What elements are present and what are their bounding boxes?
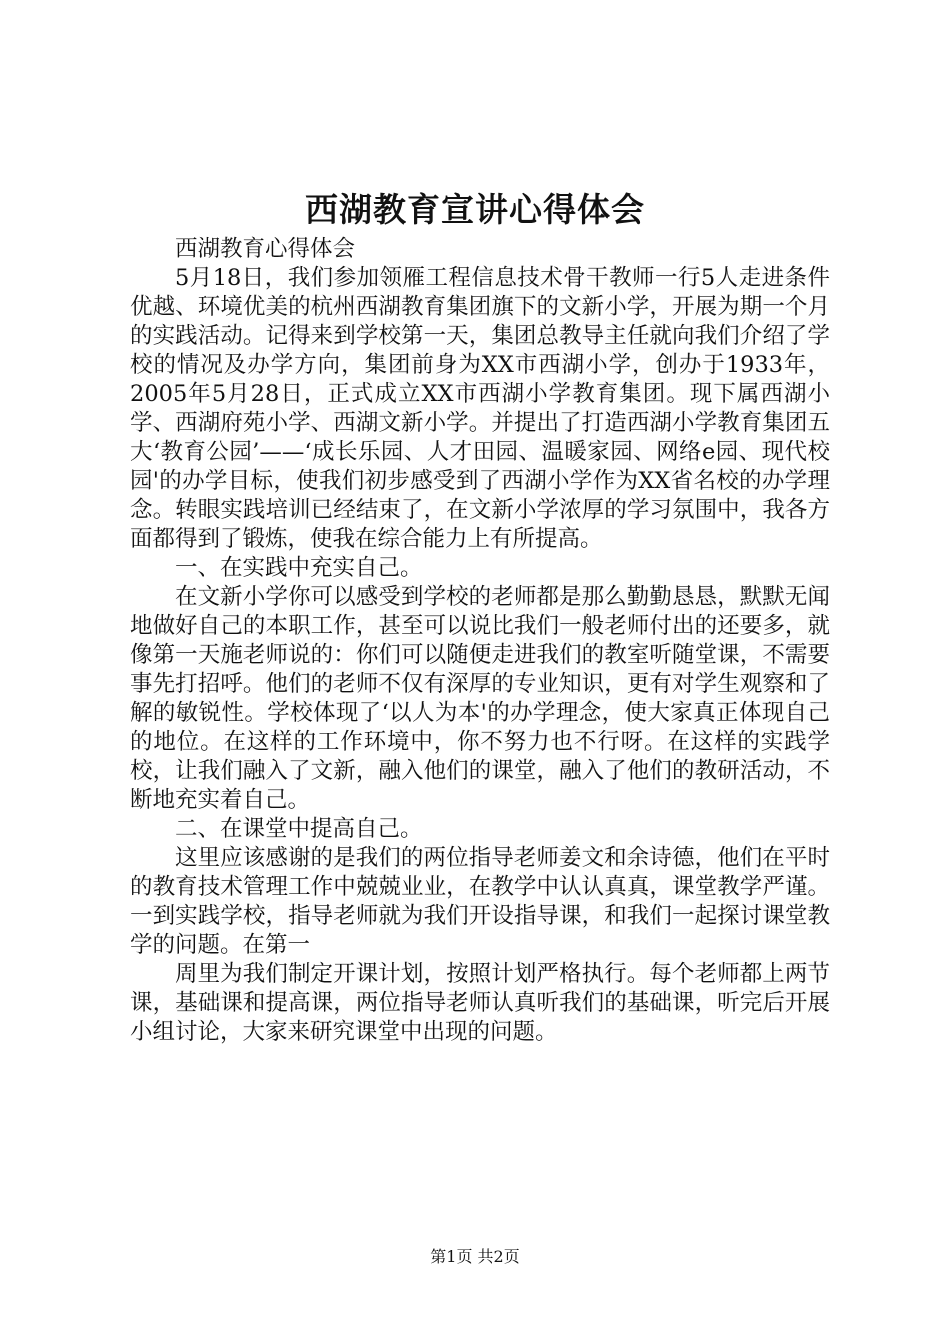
paragraph-section-2a: 这里应该感谢的是我们的两位指导老师姜文和余诗德，他们在平时的教育技术管理工作中兢兢业业，在教学中认认真真，课堂教学严谨。一到实践学校，指导老师就为我们开设指导课，和我们一起探讨课堂教学的问题。在第一 <box>130 845 830 958</box>
section-heading-1: 一、在实践中充实自己。 <box>175 555 423 581</box>
document-title: 西湖教育宣讲心得体会 <box>305 190 645 229</box>
paragraph-section-2b: 周里为我们制定开课计划，按照计划严格执行。每个老师都上两节课，基础课和提高课，两位指导老师认真听我们的基础课，听完后开展小组讨论，大家来研究课堂中出现的问题。 <box>130 961 830 1045</box>
paragraph-subtitle: 西湖教育心得体会 <box>175 236 356 262</box>
paragraph-section-1: 在文新小学你可以感受到学校的老师都是那么勤勤恳恳，默默无闻地做好自己的本职工作，甚至可以说比我们一般老师付出的还要多，就像第一天施老师说的：你们可以随便走进我们的教室听随堂课，不需要事先打招呼。他们的老师不仅有深厚的专业知识，更有对学生观察和了解的敏锐性。学校体现了‘以人为本'的办学理念，使大家真正体现自己的地位。在这样的工作环境中，你不努力也不行呀。在这样的实践学校，让我们融入了文新，融入他们的课堂，融入了他们的教研活动，不断地充实着自己。 <box>130 584 830 813</box>
page-footer: 第1页 共2页 <box>430 1247 520 1266</box>
document-body <box>130 235 830 1047</box>
paragraph-intro: 5月18日，我们参加领雁工程信息技术骨干教师一行5人走进条件优越、环境优美的杭州西湖教育集团旗下的文新小学，开展为期一个月的实践活动。记得来到学校第一天，集团总教导主任就向我们介绍了学校的情况及办学方向，集团前身为XX市西湖小学，创办于1933年，2005年5月28日，正式成立XX市西湖小学教育集团。现下属西湖小学、西湖府苑小学、西湖文新小学。并提出了打造西湖小学教育集团五大‘教育公园’——‘成长乐园、人才田园、温暖家园、网络e园、现代校园'的办学目标，使我们初步感受到了西湖小学作为XX省名校的办学理念。转眼实践培训已经结束了，在文新小学浓厚的学习氛围中，我各方面都得到了锻炼，使我在综合能力上有所提高。 <box>130 265 830 552</box>
section-heading-2: 二、在课堂中提高自己。 <box>175 816 423 842</box>
